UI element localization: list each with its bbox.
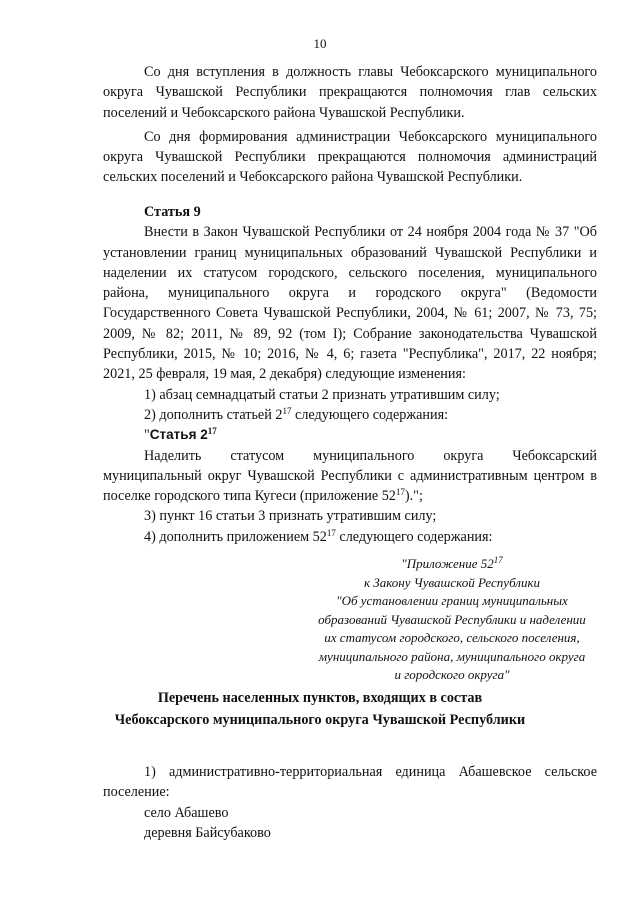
settlement-list <box>103 762 597 843</box>
appendix-note-line: их статусом городского, сельского поселения, <box>324 630 580 645</box>
quoted-article-heading: "Статья $2^{17}$ <box>144 426 217 444</box>
intro-paragraph-1: Со дня вступления в должность главы Чебоксарского муниципального округа Чувашской Республики прекращаются полномочия глав сельских поселений и Чебоксарского района Чувашской Республики. <box>103 64 597 121</box>
appendix-note-line: и городского округа" <box>394 667 510 682</box>
appendix-note <box>292 555 612 685</box>
amendment-item-3: 3) пункт 16 статьи 3 признать утратившим силу; <box>144 508 437 525</box>
intro-paragraph-2: Со дня формирования администрации Чебоксарского муниципального округа Чувашской Республики прекращаются полномочия администраций сельских поселений и Чебоксарского района Чувашской Республики. <box>103 128 597 186</box>
appendix-note-line: муниципального района, муниципального округа <box>318 648 586 664</box>
intro-section <box>103 62 597 188</box>
list-item: село Абашево <box>144 804 229 821</box>
list-title-line-2: Чебоксарского муниципального округа Чувашской Республики <box>114 712 526 728</box>
list-title <box>70 687 570 731</box>
list-item: деревня Байсубаково <box>144 824 271 841</box>
appendix-note-line: "Приложение $52^{17}$ <box>401 555 503 571</box>
page-number: 10 <box>313 36 327 51</box>
list-title-line-1: Перечень населенных пунктов, входящих в состав <box>157 690 483 706</box>
appendix-note-line: к Закону Чувашской Республики <box>363 574 541 590</box>
appendix-note-line: "Об установлении границ муниципальных <box>336 593 568 608</box>
article-heading: Статья 9 <box>144 204 201 220</box>
article-text: Внести в Закон Чувашской Республики от 24 ноября 2004 года № 37 "Об установлении границ муниципальных образований Чувашской Республики и наделении их статусом городского, сельского поселения, муниципального района, муниципального округа и городского округа" (Ведомости Государственного Совета Чувашской Республики, 2004, № 61; 2007, № 73, 75; 2009, № 82; 2011, № 89, 92 (том I); Собрание законодательства Чувашской Республики, 2015, № 10; 2016, № 4, 6; газета "Республика", 2017, 22 ноября; 2021, 25 февраля, 19 мая, 2 декабря) следующие изменения: <box>103 224 597 383</box>
amendment-item-4: 4) дополнить приложением $52^{17}$ следующего содержания: <box>144 527 493 545</box>
appendix-note-line: образований Чувашской Республики и наделении <box>318 611 586 627</box>
article-9-section <box>103 202 597 547</box>
quoted-article-text: Наделить статусом муниципального округа Чебоксарский муниципальный округ Чувашской Республики с административным центром в поселке городского типа Кугеси (приложение $52^{17}$)."; <box>103 447 597 505</box>
amendment-item-2: 2) дополнить статьей $2^{17}$ следующего содержания: <box>144 405 449 423</box>
amendment-item-1: 1) абзац семнадцатый статьи 2 признать утратившим силу; <box>144 386 500 403</box>
list-item: 1) административно-территориальная единица Абашевское сельское поселение: <box>103 764 597 801</box>
